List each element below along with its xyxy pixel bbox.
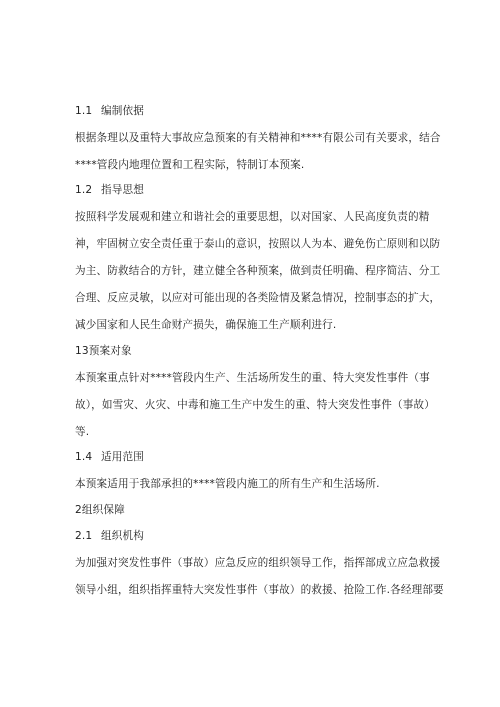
section-heading-2-1: [75, 529, 435, 543]
paragraph-line: 领导小组，组织指挥重特大突发性事件（事故）的救援、抢险工作.各经理部要: [75, 584, 444, 596]
section-number: 13: [75, 345, 89, 357]
paragraph-line: 本预案适用于我部承担的****管段内施工的所有生产和生活场所.: [75, 478, 380, 490]
section-number: 2: [75, 504, 82, 516]
section-heading-1-3: [75, 344, 435, 358]
section-number: 1.2: [75, 184, 93, 196]
section-title: 适用范围: [101, 451, 144, 463]
paragraph-line: 本预案重点针对****管段内生产、生活场所发生的重、特大突发性事件（事: [75, 372, 430, 384]
section-heading-2: [75, 503, 435, 517]
paragraph-line: 为主、防救结合的方针，建立健全各种预案，做到责任明确、程序简洁、分工: [75, 265, 441, 277]
section-heading-1-4: [75, 450, 435, 464]
section-title: 组织保障: [81, 504, 125, 516]
section-heading-1-2: [75, 183, 435, 197]
paragraph-line: 根据条理以及重特大事故应急预案的有关精神和****有限公司有关要求，结合: [75, 132, 441, 144]
section-title: 预案对象: [88, 345, 132, 357]
paragraph-line: 按照科学发展观和建立和谐社会的重要思想，以对国家、人民高度负责的精: [75, 211, 430, 223]
section-title: 组织机构: [101, 530, 144, 542]
paragraph-line: 神，牢固树立安全责任重于泰山的意识，按照以人为本、避免伤亡原则和以防: [75, 238, 441, 250]
paragraph-line: 等.: [75, 426, 90, 438]
paragraph-line: 为加强对突发性事件（事故）应急反应的组织领导工作，指挥部成立应急救援: [75, 557, 441, 569]
paragraph-line: 减少国家和人民生命财产损失，确保施工生产顺利进行.: [75, 319, 337, 331]
section-title: 指导思想: [101, 184, 144, 196]
paragraph-line: 合理、反应灵敏，以应对可能出现的各类险情及紧急情况，控制事态的扩大，: [75, 292, 441, 304]
section-heading-1-1: [75, 104, 435, 118]
section-number: 2.1: [75, 530, 93, 542]
paragraph-line: ****管段内地理位置和工程实际，特制订本预案.: [75, 159, 305, 171]
paragraph-line: 故），如雪灾、火灾、中毒和施工生产中发生的重、特大突发性事件（事故）: [75, 399, 435, 411]
section-number: 1.4: [75, 451, 93, 463]
section-title: 编制依据: [101, 105, 144, 117]
section-number: 1.1: [75, 105, 93, 117]
